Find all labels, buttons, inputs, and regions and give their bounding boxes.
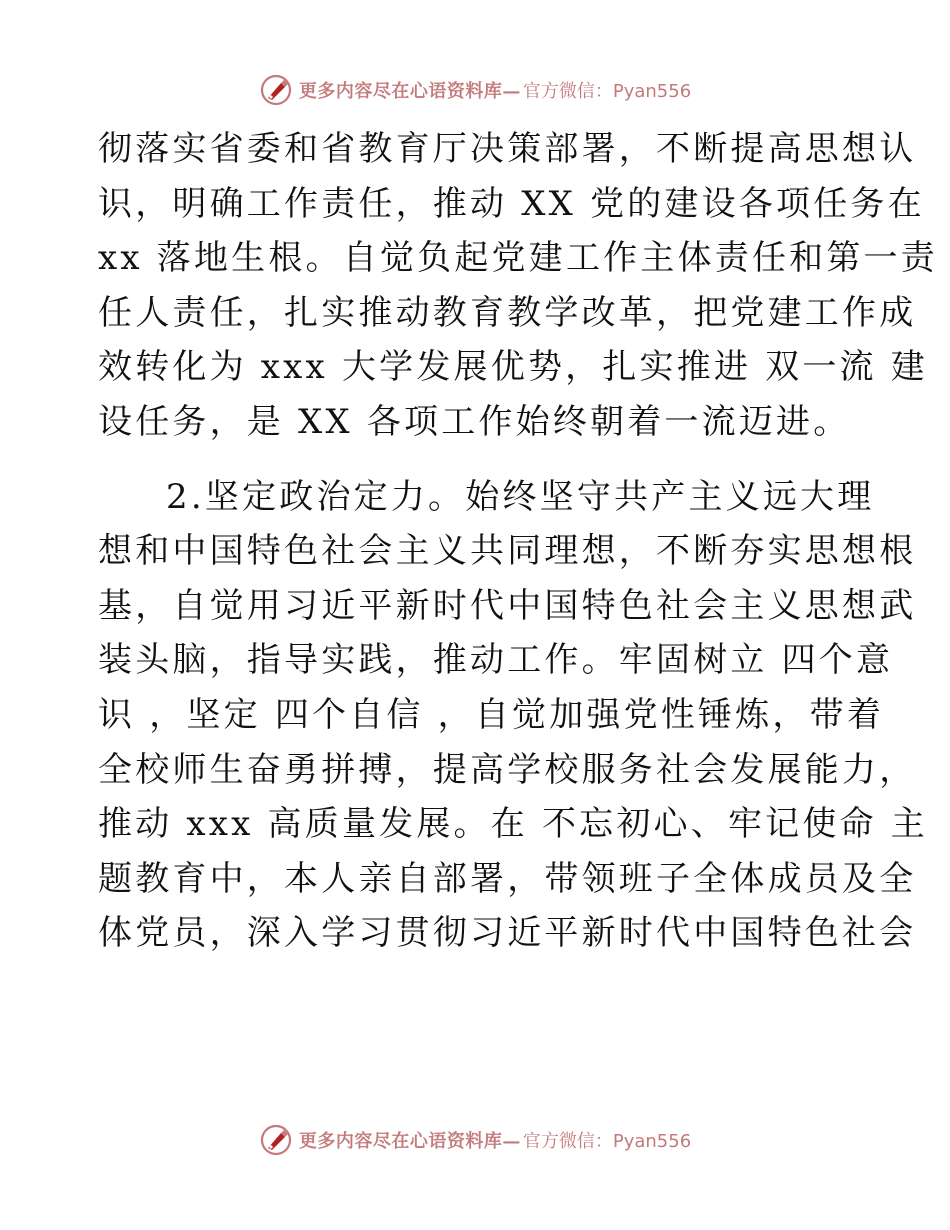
paragraph-1 [98, 122, 938, 450]
text-line: 识 ，坚定 四个自信 ，自觉加强党性锤炼，带着 [98, 694, 885, 735]
document-body [98, 122, 938, 961]
text-line: 推动 xxx 高质量发展。在 不忘初心、牢记使命 主 [98, 804, 928, 845]
footer-banner-text: 更多内容尽在心语资料库— [298, 1131, 521, 1152]
header-watermark-banner [0, 70, 950, 110]
text-line: 设任务，是 XX 各项工作始终朝着一流迈进。 [98, 401, 851, 442]
pen-nib-icon [259, 73, 293, 107]
text-line: 2.坚定政治定力。始终坚守共产主义远大理 [166, 476, 875, 517]
paragraph-2 [98, 470, 928, 961]
header-banner-wechat: 官方微信：Pyan556 [522, 81, 692, 102]
footer-banner-wechat: 官方微信：Pyan556 [522, 1131, 692, 1152]
text-line: 效转化为 xxx 大学发展优势，扎实推进 双一流 建 [98, 347, 928, 388]
text-line: 任人责任，扎实推动教育教学改革，把党建工作成 [98, 292, 917, 333]
text-line: 体党员，深入学习贯彻习近平新时代中国特色社会 [98, 913, 917, 954]
text-line: 基，自觉用习近平新时代中国特色社会主义思想武 [98, 585, 917, 626]
text-line: 识，明确工作责任，推动 XX 党的建设各项任务在 [98, 183, 925, 224]
text-line: 全校师生奋勇拼搏，提高学校服务社会发展能力， [98, 749, 917, 790]
text-line: xx 落地生根。自觉负起党建工作主体责任和第一责 [98, 238, 938, 279]
text-line: 想和中国特色社会主义共同理想，不断夯实思想根 [98, 531, 917, 572]
text-line: 装头脑，指导实践，推动工作。牢固树立 四个意 [98, 640, 894, 681]
footer-watermark-banner [0, 1120, 950, 1160]
text-line: 题教育中，本人亲自部署，带领班子全体成员及全 [98, 858, 917, 899]
text-line: 彻落实省委和省教育厅决策部署，不断提高思想认 [98, 129, 917, 169]
header-banner-text: 更多内容尽在心语资料库— [298, 81, 521, 102]
pen-nib-icon [259, 1123, 293, 1157]
